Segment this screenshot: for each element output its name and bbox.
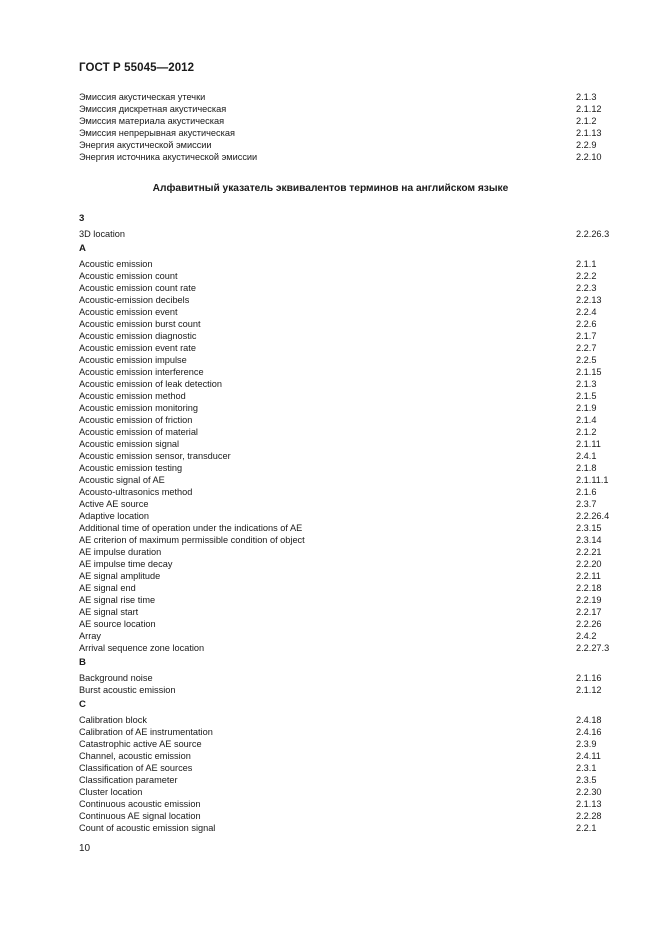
index-entry [79,546,615,558]
entry-section-ref: 2.1.11.1 [576,475,609,485]
index-entry [79,522,615,534]
index-entry [79,498,615,510]
entry-section-ref: 2.1.13 [576,799,602,809]
index-title: Алфавитный указатель эквивалентов терминов на английском языке [152,183,509,194]
index-entry [79,330,615,342]
entry-section-ref: 2.1.2 [576,427,597,437]
index-entry [79,642,615,654]
entry-term: Acoustic emission method [79,391,186,401]
entry-term: Acoustic signal of AE [79,475,165,485]
entry-section-ref: 2.1.11 [576,439,601,449]
entry-section-ref: 2.2.10 [576,152,602,162]
entry-section-ref: 2.1.15 [576,367,602,377]
entry-term: Additional time of operation under the indications of AE [79,523,303,533]
entry-term: AE impulse time decay [79,559,173,569]
index-entry [79,139,615,151]
index-entry [79,414,615,426]
entry-term: Catastrophic active AE source [79,739,202,749]
entry-section-ref: 2.4.2 [576,631,597,641]
index-entry [79,282,615,294]
entry-term: Calibration of AE instrumentation [79,727,213,737]
entry-term: Acoustic emission signal [79,439,180,449]
entry-section-ref: 2.3.1 [576,763,597,773]
entry-term: Acousto-ultrasonics method [79,487,193,497]
index-entry [79,570,615,582]
index-entry [79,258,615,270]
index-entry [79,810,615,822]
entry-section-ref: 2.2.21 [576,547,602,557]
entry-section-ref: 2.3.5 [576,775,597,785]
index-entry [79,606,615,618]
entry-term: 3D location [79,229,125,239]
entry-term: Arrival sequence zone location [79,643,205,653]
entry-term: Array [79,631,101,641]
index-entry [79,426,615,438]
index-entry [79,462,615,474]
index-entry [79,306,615,318]
section-letter: B [79,657,86,668]
index-entry [79,318,615,330]
entry-term: Acoustic emission of material [79,427,198,437]
entry-section-ref: 2.2.28 [576,811,602,821]
entry-term: Acoustic emission burst count [79,319,201,329]
index-entry [79,672,615,684]
index-entry [79,127,615,139]
entry-term: Эмиссия дискретная акустическая [79,104,227,114]
entry-section-ref: 2.1.3 [576,379,597,389]
index-entry [79,270,615,282]
section-letter: 3 [79,213,85,224]
entry-term: Burst acoustic emission [79,685,176,695]
section-letter: A [79,243,86,254]
index-entry [79,786,615,798]
index-entry [79,684,615,696]
index-entry [79,228,615,240]
index-entry [79,103,615,115]
entry-section-ref: 2.2.26.4 [576,511,610,521]
entry-section-ref: 2.1.7 [576,331,597,341]
entry-term: Acoustic emission of leak detection [79,379,222,389]
entry-term: Acoustic emission interference [79,367,204,377]
entry-term: Cluster location [79,787,143,797]
entry-section-ref: 2.1.13 [576,128,602,138]
entry-section-ref: 2.4.11 [576,751,601,761]
index-entry [79,798,615,810]
entry-term: Acoustic emission testing [79,463,183,473]
entry-term: Classification parameter [79,775,178,785]
entry-section-ref: 2.2.27.3 [576,643,610,653]
english-term-index [79,210,615,834]
index-entry [79,390,615,402]
entry-term: Эмиссия акустическая утечки [79,92,206,102]
entry-section-ref: 2.1.12 [576,685,602,695]
index-entry [79,714,615,726]
index-entry [79,618,615,630]
entry-term: AE impulse duration [79,547,162,557]
index-entry [79,366,615,378]
entry-section-ref: 2.1.2 [576,116,597,126]
index-entry [79,91,615,103]
entry-section-ref: 2.2.9 [576,140,597,150]
index-entry [79,738,615,750]
entry-term: Acoustic emission of friction [79,415,193,425]
entry-term: Acoustic-emission decibels [79,295,190,305]
entry-section-ref: 2.2.30 [576,787,602,797]
entry-term: Classification of AE sources [79,763,193,773]
index-entry [79,115,615,127]
entry-section-ref: 2.1.12 [576,104,602,114]
index-entry [79,342,615,354]
entry-section-ref: 2.2.6 [576,319,597,329]
entry-section-ref: 2.2.5 [576,355,597,365]
entry-section-ref: 2.1.1 [576,259,597,269]
index-entry [79,438,615,450]
index-entry [79,534,615,546]
entry-term: Active AE source [79,499,149,509]
entry-term: AE signal end [79,583,136,593]
entry-term: Acoustic emission count [79,271,178,281]
index-entry [79,151,615,163]
entry-section-ref: 2.2.11 [576,571,601,581]
entry-section-ref: 2.2.26 [576,619,602,629]
entry-term: Acoustic emission count rate [79,283,196,293]
entry-section-ref: 2.3.15 [576,523,602,533]
entry-section-ref: 2.3.7 [576,499,597,509]
entry-section-ref: 2.3.14 [576,535,602,545]
entry-section-ref: 2.3.9 [576,739,597,749]
entry-section-ref: 2.1.8 [576,463,597,473]
entry-section-ref: 2.1.4 [576,415,597,425]
entry-term: Энергия источника акустической эмиссии [79,152,258,162]
entry-section-ref: 2.1.16 [576,673,602,683]
entry-term: Acoustic emission impulse [79,355,187,365]
entry-section-ref: 2.1.9 [576,403,597,413]
entry-section-ref: 2.2.4 [576,307,597,317]
entry-term: Acoustic emission event [79,307,178,317]
entry-term: Acoustic emission sensor, transducer [79,451,231,461]
index-entry [79,774,615,786]
entry-section-ref: 2.4.18 [576,715,602,725]
entry-term: Энергия акустической эмиссии [79,140,212,150]
entry-term: Continuous acoustic emission [79,799,201,809]
entry-term: Calibration block [79,715,147,725]
entry-term: Acoustic emission event rate [79,343,196,353]
index-entry [79,474,615,486]
entry-section-ref: 2.2.17 [576,607,602,617]
index-entry [79,486,615,498]
entry-term: AE criterion of maximum permissible condition of object [79,535,305,545]
entry-term: AE signal rise time [79,595,156,605]
index-entry [79,558,615,570]
entry-section-ref: 2.1.3 [576,92,597,102]
entry-term: Acoustic emission [79,259,153,269]
entry-section-ref: 2.2.7 [576,343,597,353]
index-entry [79,726,615,738]
index-entry [79,354,615,366]
index-entry [79,750,615,762]
entry-term: Continuous AE signal location [79,811,201,821]
entry-term: Acoustic emission monitoring [79,403,198,413]
index-entry [79,450,615,462]
index-entry [79,762,615,774]
index-entry [79,510,615,522]
index-entry [79,630,615,642]
entry-term: Эмиссия непрерывная акустическая [79,128,235,138]
entry-section-ref: 2.2.3 [576,283,597,293]
index-entry [79,594,615,606]
index-entry [79,582,615,594]
index-entry [79,402,615,414]
entry-section-ref: 2.2.18 [576,583,602,593]
entry-term: AE source location [79,619,156,629]
entry-term: Background noise [79,673,153,683]
index-entry [79,294,615,306]
entry-term: Acoustic emission diagnostic [79,331,197,341]
section-letter: C [79,699,86,710]
entry-section-ref: 2.2.1 [576,823,597,833]
document-header: ГОСТ Р 55045—2012 [79,62,195,74]
page-number: 10 [79,843,91,854]
entry-section-ref: 2.1.6 [576,487,597,497]
entry-section-ref: 2.2.13 [576,295,602,305]
entry-term: Эмиссия материала акустическая [79,116,225,126]
index-entry [79,378,615,390]
entry-section-ref: 2.4.1 [576,451,597,461]
entry-section-ref: 2.4.16 [576,727,602,737]
index-entry [79,822,615,834]
entry-term: Channel, acoustic emission [79,751,191,761]
entry-term: Adaptive location [79,511,149,521]
entry-term: AE signal start [79,607,139,617]
entry-section-ref: 2.2.26.3 [576,229,610,239]
entry-term: AE signal amplitude [79,571,161,581]
russian-term-list [79,91,615,163]
entry-term: Count of acoustic emission signal [79,823,216,833]
entry-section-ref: 2.2.20 [576,559,602,569]
entry-section-ref: 2.2.2 [576,271,597,281]
entry-section-ref: 2.1.5 [576,391,597,401]
entry-section-ref: 2.2.19 [576,595,602,605]
